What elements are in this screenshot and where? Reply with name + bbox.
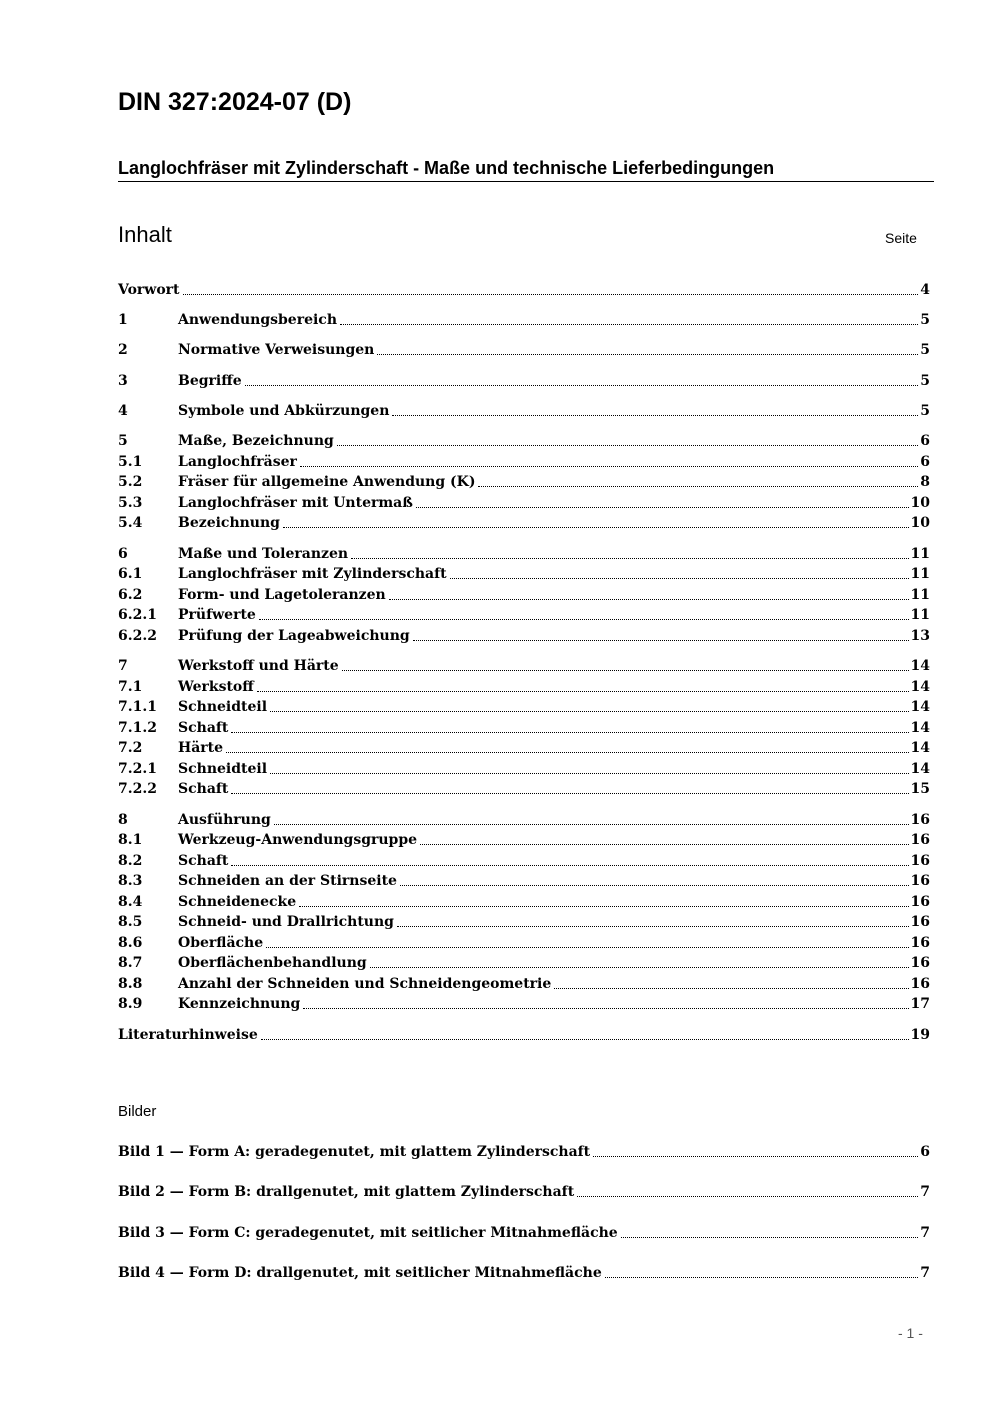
- toc-entry[interactable]: [118, 402, 930, 421]
- toc-entry-title: Vorwort: [118, 282, 180, 298]
- dot-leader: [577, 1196, 918, 1197]
- dot-leader: [300, 466, 918, 467]
- toc-entry-title: Schaft: [178, 720, 229, 736]
- dot-leader: [416, 507, 909, 508]
- toc-entry-page: 14: [910, 658, 930, 674]
- toc-heading: Inhalt: [118, 222, 172, 247]
- toc-entry[interactable]: [118, 494, 930, 513]
- toc-entry[interactable]: [118, 473, 930, 492]
- toc-entry-number: 8.8: [118, 976, 143, 992]
- toc-entry-number: 8.3: [118, 873, 143, 889]
- toc-entry-number: 7.2: [118, 740, 143, 756]
- toc-entry-title: Oberfläche: [178, 935, 264, 951]
- toc-entry-title: Fräser für allgemeine Anwendung (K): [178, 474, 476, 490]
- dot-leader: [450, 578, 909, 579]
- toc-entry[interactable]: [118, 311, 930, 330]
- toc-entry-title: Begriffe: [178, 373, 242, 389]
- toc-entry[interactable]: [118, 913, 930, 932]
- toc-entry-number: 6.1: [118, 566, 143, 582]
- toc-entry-title: Werkstoff: [178, 679, 254, 695]
- toc-entry-title: Anzahl der Schneiden und Schneidengeometrie: [178, 976, 552, 992]
- page-number: - 1 -: [898, 1325, 923, 1341]
- toc-entry-title: Härte: [178, 740, 224, 756]
- dot-leader: [397, 926, 909, 927]
- toc-entry-number: 8.5: [118, 914, 143, 930]
- toc-entry-title: Maße, Bezeichnung: [178, 433, 334, 449]
- dot-leader: [554, 988, 908, 989]
- toc-entry[interactable]: [118, 780, 930, 799]
- dot-leader: [245, 385, 919, 386]
- toc-entry-page: 8: [920, 474, 930, 490]
- toc-entry-page: 5: [920, 373, 930, 389]
- toc-entry-number: 8.7: [118, 955, 143, 971]
- dot-leader: [261, 1039, 909, 1040]
- figure-entry-title: Bild 2 — Form B: drallgenutet, mit glattem Zylinderschaft: [118, 1184, 575, 1200]
- toc-entry-number: 6.2.2: [118, 628, 157, 644]
- dot-leader: [413, 640, 909, 641]
- toc-entry[interactable]: [118, 739, 930, 758]
- toc-entry-page: 16: [910, 832, 930, 848]
- dot-leader: [259, 619, 909, 620]
- toc-entry-number: 8.2: [118, 853, 143, 869]
- toc-entry[interactable]: [118, 831, 930, 850]
- toc-entry-title: Langlochfräser: [178, 454, 297, 470]
- toc-entry-number: 7.1: [118, 679, 143, 695]
- toc-entry-title: Werkstoff und Härte: [178, 658, 339, 674]
- toc-entry-number: 3: [118, 373, 128, 389]
- toc-entry-page: 16: [910, 935, 930, 951]
- toc-entry-page: 11: [910, 566, 930, 582]
- toc-entry-number: 7.1.2: [118, 720, 157, 736]
- dot-leader: [266, 947, 908, 948]
- toc-entry-title: Werkzeug-Anwendungsgruppe: [178, 832, 418, 848]
- dot-leader: [389, 599, 909, 600]
- toc-entry-title: Symbole und Abkürzungen: [178, 403, 390, 419]
- toc-entry[interactable]: [118, 698, 930, 717]
- toc-entry[interactable]: [118, 453, 930, 472]
- toc-entry-number: 6.2: [118, 587, 143, 603]
- toc-entry-page: 5: [920, 403, 930, 419]
- toc-entry-page: 5: [920, 342, 930, 358]
- toc-entry[interactable]: [118, 586, 930, 605]
- figure-entry-title: Bild 4 — Form D: drallgenutet, mit seitlicher Mitnahmefläche: [118, 1265, 602, 1281]
- toc-entry-title: Form- und Lagetoleranzen: [178, 587, 386, 603]
- dot-leader: [478, 486, 918, 487]
- dot-leader: [231, 732, 908, 733]
- toc-entry-number: 7.2.1: [118, 761, 157, 777]
- toc-entry-page: 16: [910, 873, 930, 889]
- dot-leader: [420, 844, 908, 845]
- toc-entry[interactable]: [118, 514, 930, 533]
- toc-entry-title: Schaft: [178, 853, 229, 869]
- toc-entry-title: Anwendungsbereich: [178, 312, 337, 328]
- toc-entry-number: 5: [118, 433, 128, 449]
- dot-leader: [299, 906, 908, 907]
- toc-entry-page: 16: [910, 976, 930, 992]
- toc-entry-page: 11: [910, 607, 930, 623]
- toc-entry-number: 5.4: [118, 515, 143, 531]
- toc-entry-number: 5.1: [118, 454, 143, 470]
- figure-entry-page: 7: [920, 1184, 930, 1200]
- toc-entry-page: 11: [910, 587, 930, 603]
- dot-leader: [274, 824, 909, 825]
- toc-entry-title: Schneiden an der Stirnseite: [178, 873, 397, 889]
- dot-leader: [342, 670, 909, 671]
- document-title: DIN 327:2024-07 (D): [118, 88, 352, 116]
- toc-entry-number: 8.4: [118, 894, 143, 910]
- toc-entry-page: 10: [910, 515, 930, 531]
- toc-entry-page: 10: [910, 495, 930, 511]
- dot-leader: [593, 1156, 918, 1157]
- toc-entry-page: 14: [910, 761, 930, 777]
- dot-leader: [377, 354, 918, 355]
- toc-entry[interactable]: [118, 1026, 930, 1045]
- toc-entry-title: Literaturhinweise: [118, 1027, 258, 1043]
- toc-entry-page: 16: [910, 894, 930, 910]
- toc-entry-number: 7.1.1: [118, 699, 157, 715]
- toc-entry[interactable]: [118, 893, 930, 912]
- dot-leader: [605, 1277, 919, 1278]
- toc-entry[interactable]: [118, 281, 930, 300]
- toc-entry[interactable]: [118, 678, 930, 697]
- toc-entry-number: 6.2.1: [118, 607, 157, 623]
- toc-entry-number: 8.1: [118, 832, 143, 848]
- toc-entry-title: Prüfwerte: [178, 607, 256, 623]
- toc-entry-number: 4: [118, 403, 128, 419]
- toc-entry-title: Schneidenecke: [178, 894, 297, 910]
- toc-entry[interactable]: [118, 565, 930, 584]
- toc-entry-page: 6: [920, 454, 930, 470]
- dot-leader: [340, 324, 918, 325]
- toc-entry-number: 8.9: [118, 996, 143, 1012]
- toc-entry-page: 11: [910, 546, 930, 562]
- dot-leader: [231, 865, 908, 866]
- toc-entry[interactable]: [118, 372, 930, 391]
- figures-heading: Bilder: [118, 1103, 157, 1120]
- toc-entry-page: 14: [910, 720, 930, 736]
- figure-entry-page: 6: [920, 1144, 930, 1160]
- toc-entry-number: 1: [118, 312, 128, 328]
- toc-entry-number: 5.3: [118, 495, 143, 511]
- toc-entry-title: Prüfung der Lageabweichung: [178, 628, 410, 644]
- toc-entry[interactable]: [118, 606, 930, 625]
- toc-entry[interactable]: [118, 954, 930, 973]
- toc-entry-page: 16: [910, 955, 930, 971]
- dot-leader: [231, 793, 908, 794]
- toc-entry[interactable]: [118, 975, 930, 994]
- toc-entry-title: Schneidteil: [178, 699, 268, 715]
- toc-entry-title: Kennzeichnung: [178, 996, 301, 1012]
- toc-entry-title: Maße und Toleranzen: [178, 546, 349, 562]
- toc-entry[interactable]: [118, 627, 930, 646]
- dot-leader: [400, 885, 909, 886]
- dot-leader: [303, 1008, 908, 1009]
- toc-entry-number: 5.2: [118, 474, 143, 490]
- dot-leader: [621, 1237, 919, 1238]
- toc-entry-page: 14: [910, 679, 930, 695]
- toc-entry-title: Schneidteil: [178, 761, 268, 777]
- toc-entry-page: 4: [920, 282, 930, 298]
- toc-entry-number: 2: [118, 342, 128, 358]
- toc-entry-number: 7.2.2: [118, 781, 157, 797]
- toc-entry-page: 6: [920, 433, 930, 449]
- toc-entry-title: Normative Verweisungen: [178, 342, 375, 358]
- toc-entry[interactable]: [118, 341, 930, 360]
- toc-entry-page: 14: [910, 740, 930, 756]
- toc-entry[interactable]: [118, 852, 930, 871]
- figure-entry[interactable]: [118, 1143, 930, 1162]
- dot-leader: [226, 752, 908, 753]
- toc-entry[interactable]: [118, 811, 930, 830]
- toc-entry-title: Schaft: [178, 781, 229, 797]
- toc-entry[interactable]: [118, 432, 930, 451]
- toc-entry-title: Schneid- und Drallrichtung: [178, 914, 394, 930]
- page-column-label: Seite: [885, 230, 917, 246]
- toc-entry-page: 19: [910, 1027, 930, 1043]
- toc-entry-page: 16: [910, 914, 930, 930]
- dot-leader: [270, 773, 908, 774]
- toc-entry-title: Langlochfräser mit Zylinderschaft: [178, 566, 447, 582]
- toc-entry-title: Langlochfräser mit Untermaß: [178, 495, 413, 511]
- toc-entry[interactable]: [118, 657, 930, 676]
- toc-entry-number: 8.6: [118, 935, 143, 951]
- figure-entry[interactable]: [118, 1224, 930, 1243]
- toc-entry-title: Oberflächenbehandlung: [178, 955, 367, 971]
- dot-leader: [270, 711, 908, 712]
- toc-entry[interactable]: [118, 995, 930, 1014]
- dot-leader: [257, 691, 909, 692]
- toc-entry-number: 8: [118, 812, 128, 828]
- dot-leader: [337, 445, 918, 446]
- toc-entry[interactable]: [118, 719, 930, 738]
- toc-entry[interactable]: [118, 934, 930, 953]
- toc-entry[interactable]: [118, 760, 930, 779]
- figure-entry-title: Bild 3 — Form C: geradegenutet, mit seitlicher Mitnahmefläche: [118, 1225, 618, 1241]
- toc-entry-number: 7: [118, 658, 128, 674]
- toc-entry-page: 13: [910, 628, 930, 644]
- toc-entry-number: 6: [118, 546, 128, 562]
- figure-entry-page: 7: [920, 1265, 930, 1281]
- figure-entry-title: Bild 1 — Form A: geradegenutet, mit glattem Zylinderschaft: [118, 1144, 591, 1160]
- toc-entry-page: 5: [920, 312, 930, 328]
- dot-leader: [283, 527, 909, 528]
- toc-entry-page: 16: [910, 812, 930, 828]
- toc-entry[interactable]: [118, 872, 930, 891]
- document-subtitle: Langlochfräser mit Zylinderschaft - Maße und technische Lieferbedingungen: [118, 158, 934, 182]
- figure-entry[interactable]: [118, 1183, 930, 1202]
- toc-entry-page: 15: [910, 781, 930, 797]
- toc-entry[interactable]: [118, 545, 930, 564]
- dot-leader: [183, 294, 919, 295]
- dot-leader: [392, 415, 918, 416]
- toc-entry-page: 17: [910, 996, 930, 1012]
- toc-entry-page: 14: [910, 699, 930, 715]
- figure-entry-page: 7: [920, 1225, 930, 1241]
- dot-leader: [370, 967, 909, 968]
- dot-leader: [351, 558, 908, 559]
- toc-entry-title: Ausführung: [178, 812, 271, 828]
- toc-entry-title: Bezeichnung: [178, 515, 280, 531]
- toc-entry-page: 16: [910, 853, 930, 869]
- figure-entry[interactable]: [118, 1264, 930, 1283]
